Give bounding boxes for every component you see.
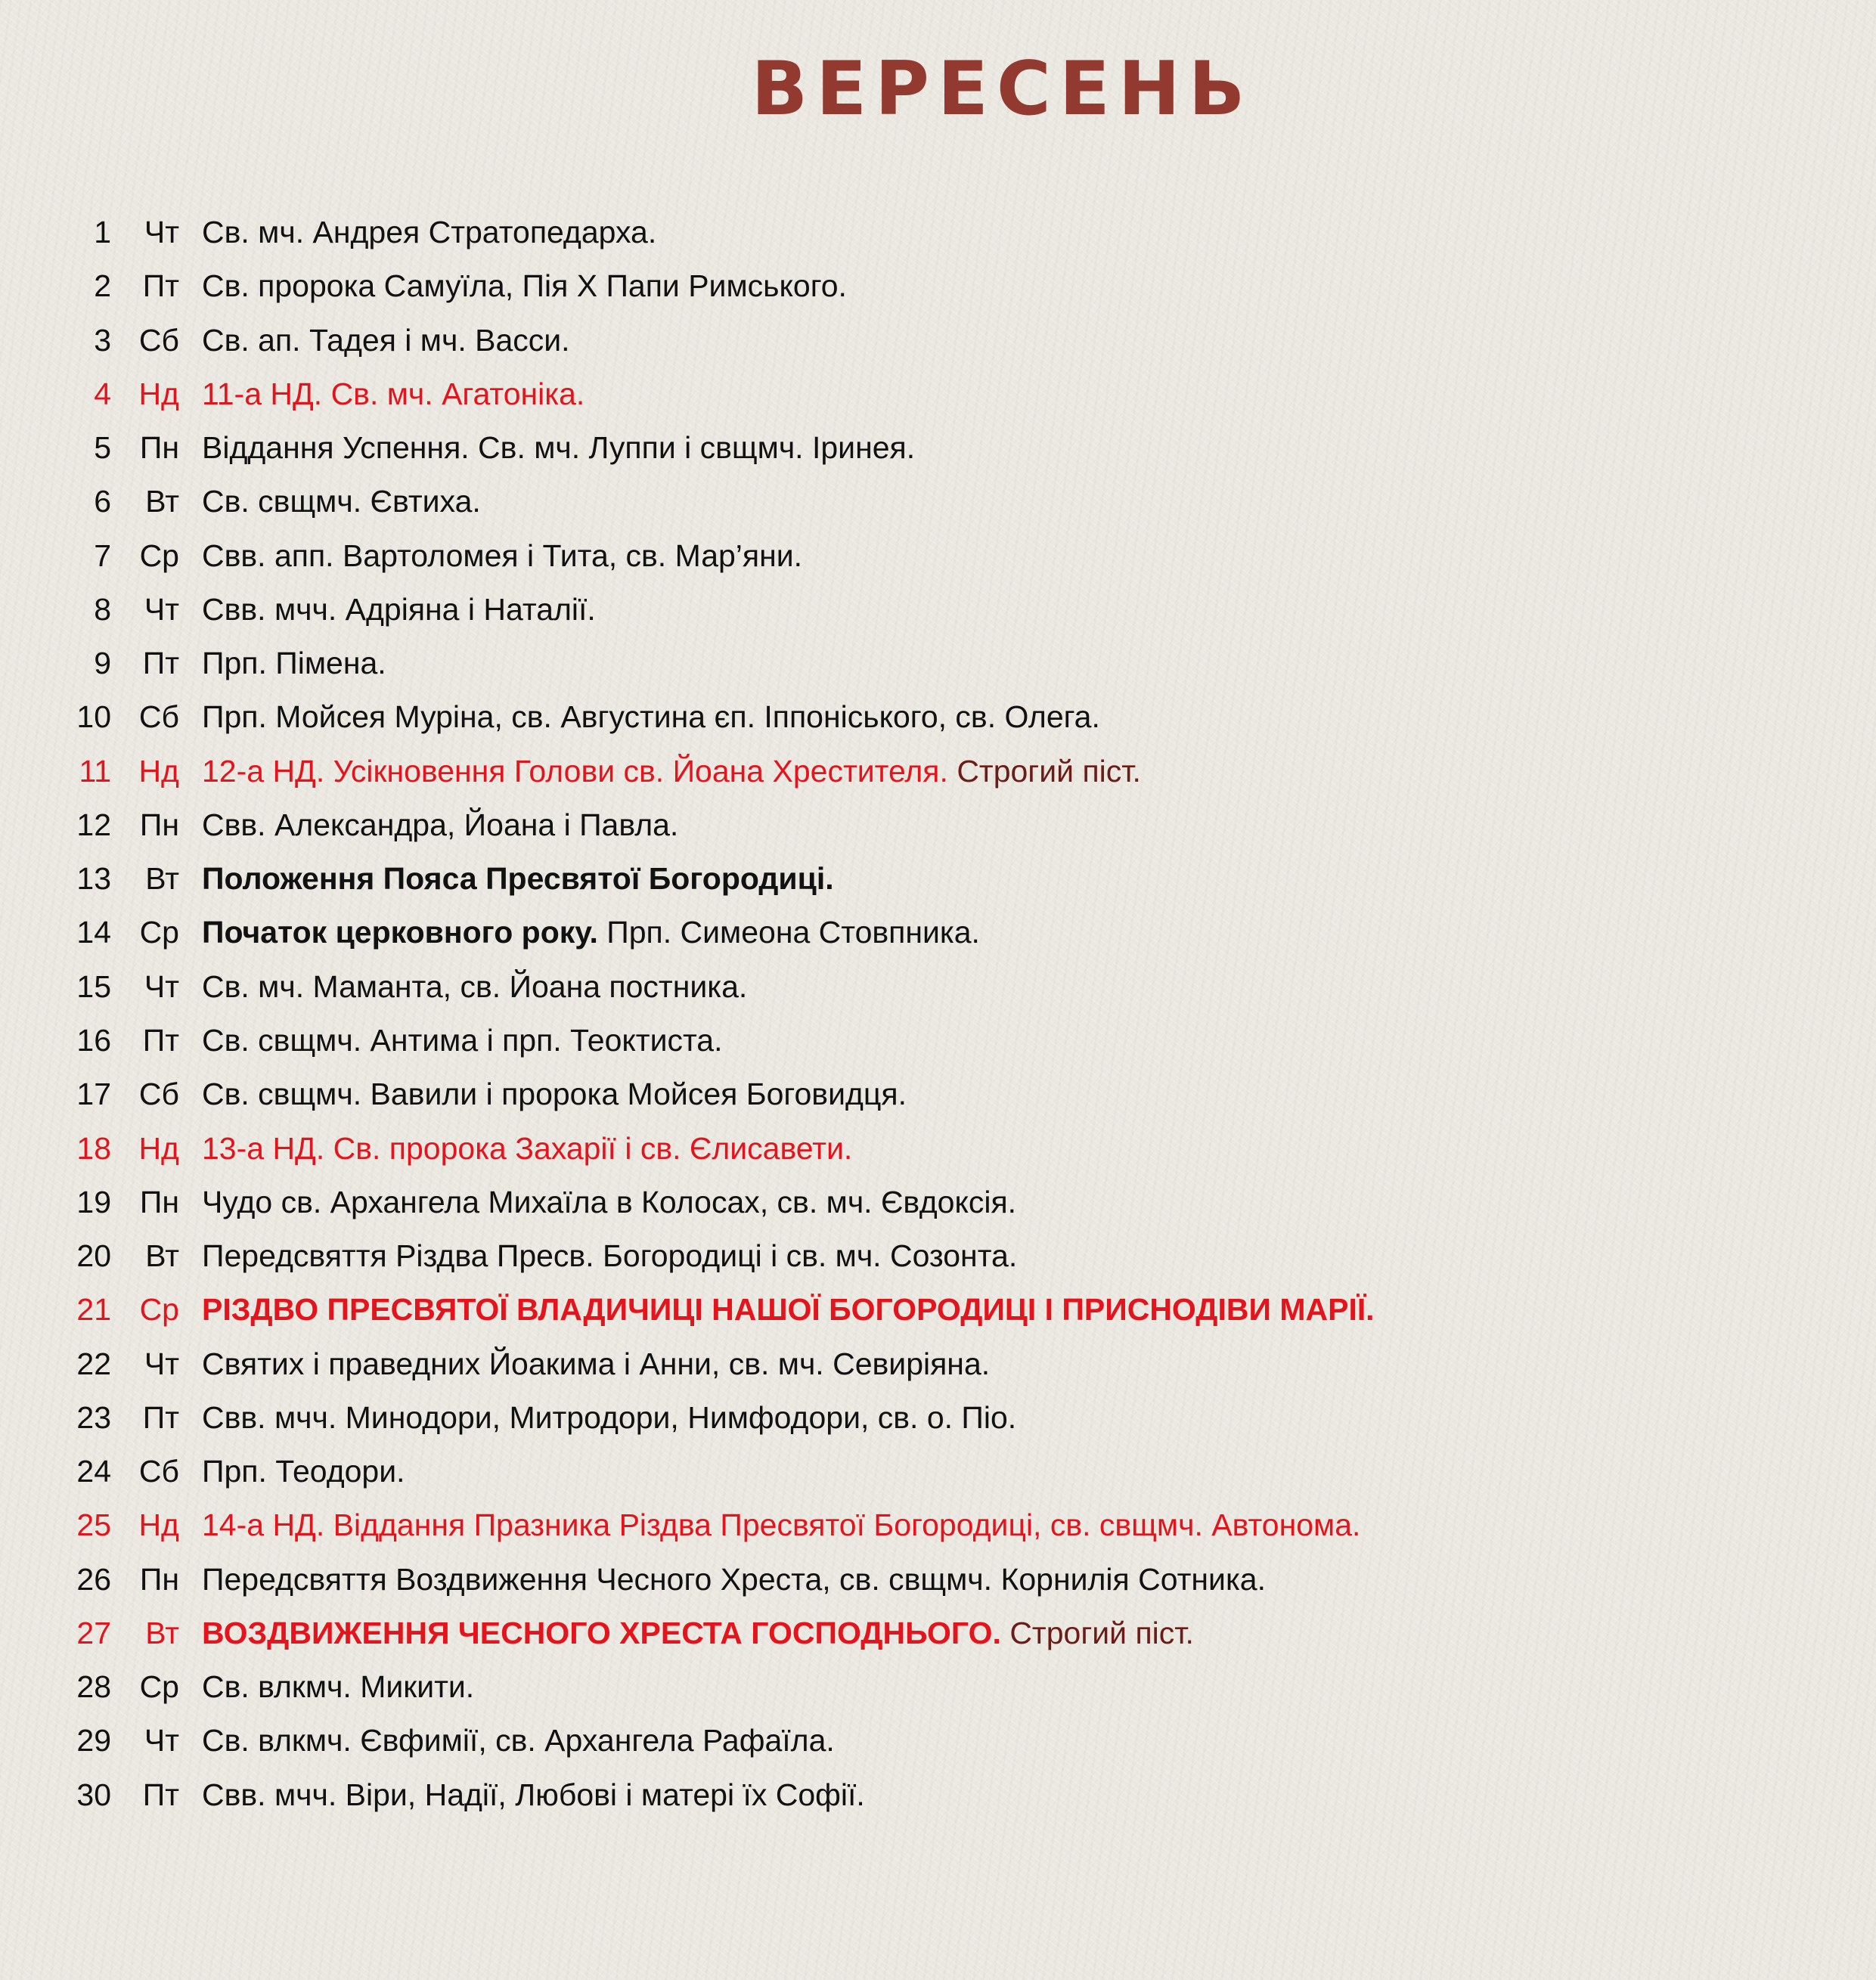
- day-number: 12: [76, 807, 111, 842]
- calendar-row: [0, 1014, 1876, 1067]
- calendar-row: [0, 1283, 1876, 1337]
- day-number: 21: [76, 1292, 111, 1328]
- entry-text: [202, 798, 678, 852]
- entry-text: [202, 1122, 852, 1176]
- entry-bold: Положення Пояса Пресвятої Богородиці.: [202, 861, 834, 897]
- entry-plain: Св. влкмч. Микити.: [202, 1669, 475, 1705]
- calendar-row: [0, 1768, 1876, 1822]
- entry-text: [202, 206, 656, 259]
- entry-text: [202, 1607, 1194, 1660]
- entry-text: [202, 367, 585, 421]
- calendar-row: [0, 583, 1876, 637]
- entry-text: [202, 852, 834, 906]
- entry-text: [202, 1660, 474, 1714]
- entry-plain: Передсвяття Різдва Пресв. Богородиці і св. мч. Созонта.: [202, 1238, 1018, 1274]
- day-number: 20: [76, 1238, 111, 1274]
- entry-plain: Св. влкмч. Євфимії, св. Архангела Рафаїла.: [202, 1723, 835, 1758]
- calendar-row: [0, 1391, 1876, 1445]
- entry-plain: Св. свщмч. Вавили і пророка Мойсея Боговидця.: [202, 1077, 907, 1112]
- weekday: Пт: [142, 646, 179, 681]
- day-number: 14: [76, 915, 111, 950]
- calendar-row: [0, 1122, 1876, 1176]
- fast-note: Строгий піст.: [1009, 1615, 1194, 1650]
- calendar-row: [0, 852, 1876, 906]
- weekday: Вт: [145, 861, 179, 897]
- calendar-row: [0, 637, 1876, 690]
- entry-bold: Початок церковного року.: [202, 915, 598, 950]
- entry-bold: РІЗДВО ПРЕСВЯТОЇ ВЛАДИЧИЦІ НАШОЇ БОГОРОДИЦІ І ПРИСНОДІВИ МАРІЇ.: [202, 1292, 1375, 1328]
- entry-text: [202, 906, 980, 959]
- weekday: Чт: [144, 1723, 179, 1758]
- calendar-row: [0, 475, 1876, 528]
- weekday: Ср: [139, 1669, 179, 1705]
- day-number: 26: [76, 1561, 111, 1597]
- calendar-row: [0, 906, 1876, 959]
- weekday: Нд: [138, 376, 179, 411]
- entry-plain: 11-а НД. Св. мч. Агатоніка.: [202, 376, 585, 411]
- day-number: 9: [94, 646, 111, 681]
- day-number: 1: [94, 215, 111, 249]
- weekday: Пт: [142, 1022, 179, 1058]
- day-number: 17: [76, 1077, 111, 1112]
- entry-text: [202, 1714, 835, 1768]
- day-number: 6: [94, 484, 111, 519]
- calendar-row: [0, 1067, 1876, 1121]
- entry-text: [202, 1498, 1360, 1552]
- entry-text: [202, 421, 915, 475]
- day-number: 22: [76, 1346, 111, 1381]
- weekday: Пт: [142, 268, 179, 304]
- entry-text: [202, 1176, 1016, 1229]
- day-number: 25: [76, 1507, 111, 1543]
- day-number: 4: [94, 376, 111, 411]
- weekday: Чт: [144, 968, 179, 1004]
- day-number: 27: [76, 1615, 111, 1650]
- weekday: Вт: [145, 484, 179, 519]
- entry-plain: Святих і праведних Йоакима і Анни, св. мч. Севиріяна.: [202, 1346, 991, 1381]
- day-number: 15: [76, 968, 111, 1004]
- entry-plain: Св. свщмч. Антима і прп. Теоктиста.: [202, 1022, 723, 1058]
- day-number: 18: [76, 1130, 111, 1166]
- entry-plain: Прп. Симеона Стовпника.: [606, 915, 980, 950]
- weekday: Сб: [138, 322, 179, 358]
- entry-bold: ВОЗДВИЖЕННЯ ЧЕСНОГО ХРЕСТА ГОСПОДНЬОГО.: [202, 1615, 1001, 1650]
- calendar-row: [0, 259, 1876, 313]
- entry-text: [202, 1445, 405, 1498]
- entry-text: [202, 475, 481, 528]
- calendar-row: [0, 1607, 1876, 1660]
- weekday: Пн: [139, 1184, 179, 1219]
- day-number: 28: [76, 1669, 111, 1705]
- entry-plain: Чудо св. Архангела Михаїла в Колосах, св. мч. Євдоксія.: [202, 1184, 1017, 1219]
- calendar-row: [0, 1337, 1876, 1391]
- entry-plain: Св. мч. Андрея Стратопедарха.: [202, 215, 657, 249]
- entry-text: [202, 583, 596, 637]
- calendar-row: [0, 421, 1876, 475]
- day-number: 19: [76, 1184, 111, 1219]
- calendar-row: [0, 1714, 1876, 1768]
- weekday: Вт: [145, 1238, 179, 1274]
- calendar-row: [0, 690, 1876, 744]
- entry-text: [202, 1229, 1017, 1283]
- day-number: 3: [94, 322, 111, 358]
- weekday: Пт: [142, 1399, 179, 1435]
- weekday: Пн: [139, 430, 179, 466]
- entry-text: [202, 314, 570, 367]
- calendar-row: [0, 1660, 1876, 1714]
- day-number: 30: [76, 1777, 111, 1812]
- weekday: Чт: [144, 591, 179, 627]
- day-number: 23: [76, 1399, 111, 1435]
- weekday: Пн: [139, 807, 179, 842]
- entry-plain: Свв. Александра, Йоана і Павла.: [202, 807, 679, 842]
- entry-text: [202, 1014, 723, 1067]
- calendar-row: [0, 206, 1876, 259]
- calendar-row: [0, 1445, 1876, 1498]
- calendar-row: [0, 798, 1876, 852]
- entry-plain: Св. пророка Самуїла, Пія Х Папи Римського.: [202, 268, 847, 304]
- entry-text: [202, 529, 802, 583]
- entry-plain: 13-а НД. Св. пророка Захарії і св. Єлисавети.: [202, 1130, 853, 1166]
- weekday: Вт: [145, 1615, 179, 1650]
- entry-text: [202, 960, 747, 1014]
- weekday: Пн: [139, 1561, 179, 1597]
- entry-plain: 12-а НД. Усікновення Голови св. Йоана Хрестителя.: [202, 753, 948, 789]
- entry-plain: Прп. Теодори.: [202, 1454, 405, 1489]
- month-title: ВЕРЕСЕНЬ: [751, 46, 1254, 132]
- day-number: 13: [76, 861, 111, 897]
- weekday: Нд: [138, 1130, 179, 1166]
- entry-plain: Свв. мчч. Минодори, Митродори, Нимфодори, св. о. Піо.: [202, 1399, 1017, 1435]
- day-number: 10: [76, 699, 111, 735]
- entry-text: [202, 1553, 1266, 1607]
- entry-plain: Передсвяття Воздвиження Чесного Хреста, св. свщмч. Корнилія Сотника.: [202, 1561, 1266, 1597]
- day-number: 2: [94, 268, 111, 304]
- day-number: 11: [79, 753, 111, 789]
- day-number: 8: [94, 591, 111, 627]
- day-number: 16: [76, 1022, 111, 1058]
- entry-plain: Віддання Успення. Св. мч. Луппи і свщмч. Іринея.: [202, 430, 916, 466]
- weekday: Ср: [139, 538, 179, 573]
- day-number: 7: [94, 538, 111, 573]
- entry-plain: Свв. мчч. Адріяна і Наталії.: [202, 591, 596, 627]
- calendar-row: [0, 529, 1876, 583]
- entry-text: [202, 1768, 865, 1822]
- entry-plain: Прп. Пімена.: [202, 646, 386, 681]
- entry-plain: Прп. Мойсея Муріна, св. Августина єп. Іппоніського, св. Олега.: [202, 699, 1100, 735]
- calendar-row: [0, 745, 1876, 798]
- entry-text: [202, 690, 1100, 744]
- weekday: Нд: [138, 1507, 179, 1543]
- entry-text: [202, 745, 1141, 798]
- calendar-row: [0, 367, 1876, 421]
- fast-note: Строгий піст.: [957, 753, 1141, 789]
- calendar-row: [0, 314, 1876, 367]
- calendar-row: [0, 1498, 1876, 1552]
- calendar-row: [0, 1229, 1876, 1283]
- day-number: 5: [94, 430, 111, 466]
- entry-plain: Св. свщмч. Євтиха.: [202, 484, 481, 519]
- weekday: Нд: [138, 753, 179, 789]
- entry-plain: Свв. мчч. Віри, Надії, Любові і матері їх Софії.: [202, 1777, 865, 1812]
- entry-text: [202, 259, 847, 313]
- entry-plain: Свв. апп. Вартоломея і Тита, св. Мар’яни.: [202, 538, 803, 573]
- weekday: Чт: [144, 215, 179, 249]
- calendar-row: [0, 960, 1876, 1014]
- weekday: Ср: [139, 1292, 179, 1328]
- weekday: Ср: [139, 915, 179, 950]
- calendar-row: [0, 1176, 1876, 1229]
- calendar-list: [0, 206, 1876, 1822]
- day-number: 29: [76, 1723, 111, 1758]
- weekday: Чт: [144, 1346, 179, 1381]
- entry-text: [202, 637, 386, 690]
- entry-plain: Св. мч. Маманта, св. Йоана постника.: [202, 968, 748, 1004]
- entry-plain: Св. ап. Тадея і мч. Васси.: [202, 322, 570, 358]
- weekday: Сб: [138, 699, 179, 735]
- day-number: 24: [76, 1454, 111, 1489]
- entry-text: [202, 1391, 1016, 1445]
- weekday: Сб: [138, 1454, 179, 1489]
- entry-text: [202, 1337, 990, 1391]
- weekday: Сб: [138, 1077, 179, 1112]
- entry-plain: 14-а НД. Віддання Празника Різдва Пресвятої Богородиці, св. свщмч. Автонома.: [202, 1507, 1361, 1543]
- calendar-row: [0, 1553, 1876, 1607]
- weekday: Пт: [142, 1777, 179, 1812]
- entry-text: [202, 1283, 1375, 1337]
- entry-text: [202, 1067, 907, 1121]
